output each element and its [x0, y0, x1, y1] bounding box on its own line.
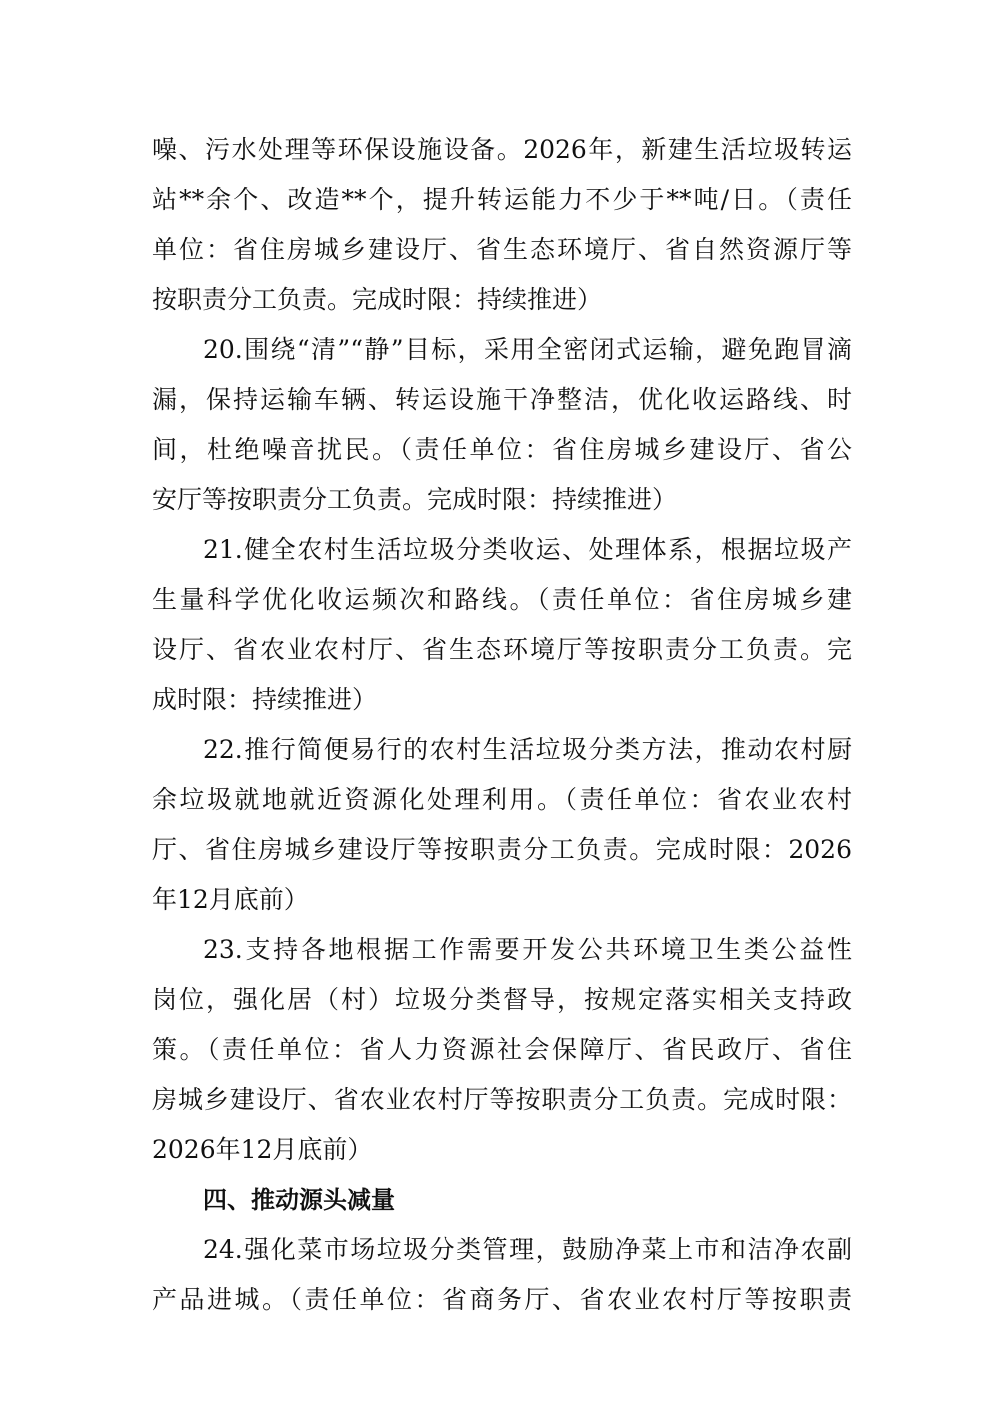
- paragraph-line: 间，杜绝噪音扰民。（责任单位：省住房城乡建设厅、省公: [152, 435, 852, 464]
- paragraph-line: 22.推行简便易行的农村生活垃圾分类方法，推动农村厨: [203, 735, 852, 764]
- paragraph-line: 生量科学优化收运频次和路线。（责任单位：省住房城乡建: [152, 585, 852, 614]
- paragraph-line: 23.支持各地根据工作需要开发公共环境卫生类公益性: [203, 935, 852, 964]
- paragraph-line: 年12月底前）: [152, 885, 309, 914]
- paragraph-line: 房城乡建设厅、省农业农村厅等按职责分工负责。完成时限：: [152, 1085, 852, 1114]
- paragraph-line: 设厅、省农业农村厅、省生态环境厅等按职责分工负责。完: [152, 635, 852, 664]
- paragraph-line: 噪、污水处理等环保设施设备。2026年，新建生活垃圾转运: [152, 135, 852, 164]
- paragraph-line: 厅、省住房城乡建设厅等按职责分工负责。完成时限：2026: [152, 835, 852, 864]
- paragraph-line: 漏，保持运输车辆、转运设施干净整洁，优化收运路线、时: [152, 385, 852, 414]
- paragraph-line: 20.围绕“清”“静”目标，采用全密闭式运输，避免跑冒滴: [203, 335, 852, 364]
- paragraph-line: 产品进城。（责任单位：省商务厅、省农业农村厅等按职责: [152, 1285, 852, 1314]
- paragraph-line: 安厅等按职责分工负责。完成时限：持续推进）: [152, 485, 678, 514]
- paragraph-line: 成时限：持续推进）: [152, 685, 378, 714]
- paragraph-line: 按职责分工负责。完成时限：持续推进）: [152, 285, 603, 314]
- paragraph-line: 策。（责任单位：省人力资源社会保障厅、省民政厅、省住: [152, 1035, 852, 1064]
- paragraph-line: 24.强化菜市场垃圾分类管理，鼓励净菜上市和洁净农副: [203, 1235, 852, 1264]
- paragraph-line: 单位：省住房城乡建设厅、省生态环境厅、省自然资源厅等: [152, 235, 852, 264]
- section-heading: 四、推动源头减量: [203, 1186, 395, 1214]
- paragraph-line: 2026年12月底前）: [152, 1135, 373, 1164]
- paragraph-line: 余垃圾就地就近资源化处理利用。（责任单位：省农业农村: [152, 785, 852, 814]
- paragraph-line: 岗位，强化居（村）垃圾分类督导，按规定落实相关支持政: [152, 985, 852, 1014]
- paragraph-line: 21.健全农村生活垃圾分类收运、处理体系，根据垃圾产: [203, 535, 852, 564]
- paragraph-line: 站**余个、改造**个，提升转运能力不少于**吨/日。（责任: [152, 185, 852, 214]
